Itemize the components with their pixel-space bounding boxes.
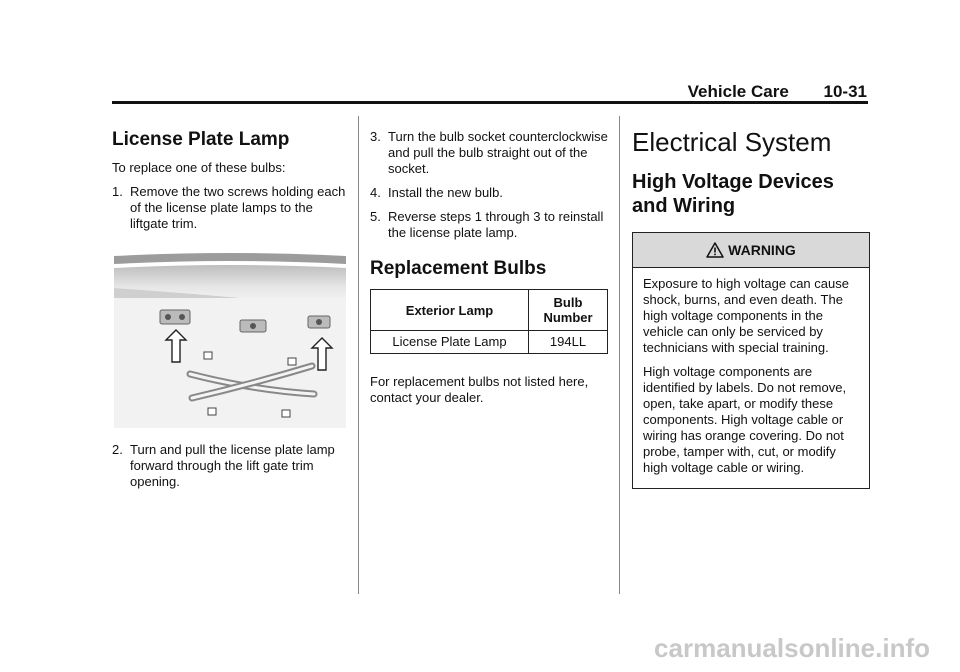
step-2: [112, 442, 350, 490]
replacement-bulbs-heading: Replacement Bulbs: [370, 258, 547, 279]
step-number: 4.: [370, 185, 381, 200]
step-5: [370, 209, 608, 241]
header-bulb-number: Bulb Number: [529, 290, 608, 331]
step-1: [112, 184, 350, 232]
warning-label: WARNING: [728, 242, 796, 258]
step-3: [370, 129, 608, 177]
cell-lamp: License Plate Lamp: [371, 331, 529, 354]
column-3: [632, 126, 870, 489]
step-text: Remove the two screws holding each of the license plate lamps to the liftgate trim.: [130, 184, 346, 231]
column-2: [370, 129, 608, 414]
step-text: Turn and pull the license plate lamp forward through the lift gate trim opening.: [130, 442, 335, 489]
table-row: [371, 331, 608, 354]
dealer-note: For replacement bulbs not listed here, contact your dealer.: [370, 374, 589, 405]
cell-bulb: 194LL: [529, 331, 608, 354]
section-title: Vehicle Care: [687, 82, 789, 101]
electrical-system-heading: Electrical System: [632, 127, 832, 157]
intro-text: To replace one of these bulbs:: [112, 160, 286, 175]
page-header: [688, 82, 867, 102]
warning-paragraph-2: High voltage components are identified by labels. Do not remove, open, take apart, or modify these components. High voltage cable or wiring has orange covering. Do not probe, tamper with, cut, or modify high voltage cable or wiring.: [643, 364, 847, 475]
column-divider-1: [358, 116, 359, 594]
license-plate-lamp-heading: License Plate Lamp: [112, 129, 290, 150]
header-rule: [112, 101, 868, 104]
step-text: Install the new bulb.: [388, 185, 503, 200]
step-number: 1.: [112, 184, 123, 199]
warning-triangle-icon: [706, 242, 724, 258]
warning-box: [632, 232, 870, 489]
table-header-row: [371, 290, 608, 331]
column-divider-2: [619, 116, 620, 594]
watermark: carmanualsonline.info: [654, 633, 930, 663]
warning-body: [633, 268, 869, 488]
step-number: 5.: [370, 209, 381, 224]
step-text: Turn the bulb socket counterclockwise and pull the bulb straight out of the socket.: [388, 129, 608, 176]
replacement-bulbs-table: [370, 289, 608, 354]
warning-paragraph-1: Exposure to high voltage can cause shock, burns, and even death. The high voltage components in the vehicle can only be serviced by technicians with special training.: [643, 276, 849, 355]
warning-header: [633, 233, 869, 268]
step-number: 2.: [112, 442, 123, 457]
column-1: [112, 128, 350, 498]
license-plate-lamp-illustration: [112, 248, 348, 428]
page-number: 10-31: [823, 82, 867, 101]
step-number: 3.: [370, 129, 381, 144]
step-text: Reverse steps 1 through 3 to reinstall the license plate lamp.: [388, 209, 604, 240]
header-exterior-lamp: Exterior Lamp: [371, 290, 529, 331]
step-4: [370, 185, 608, 201]
high-voltage-heading: High Voltage Devices and Wiring: [632, 171, 834, 217]
